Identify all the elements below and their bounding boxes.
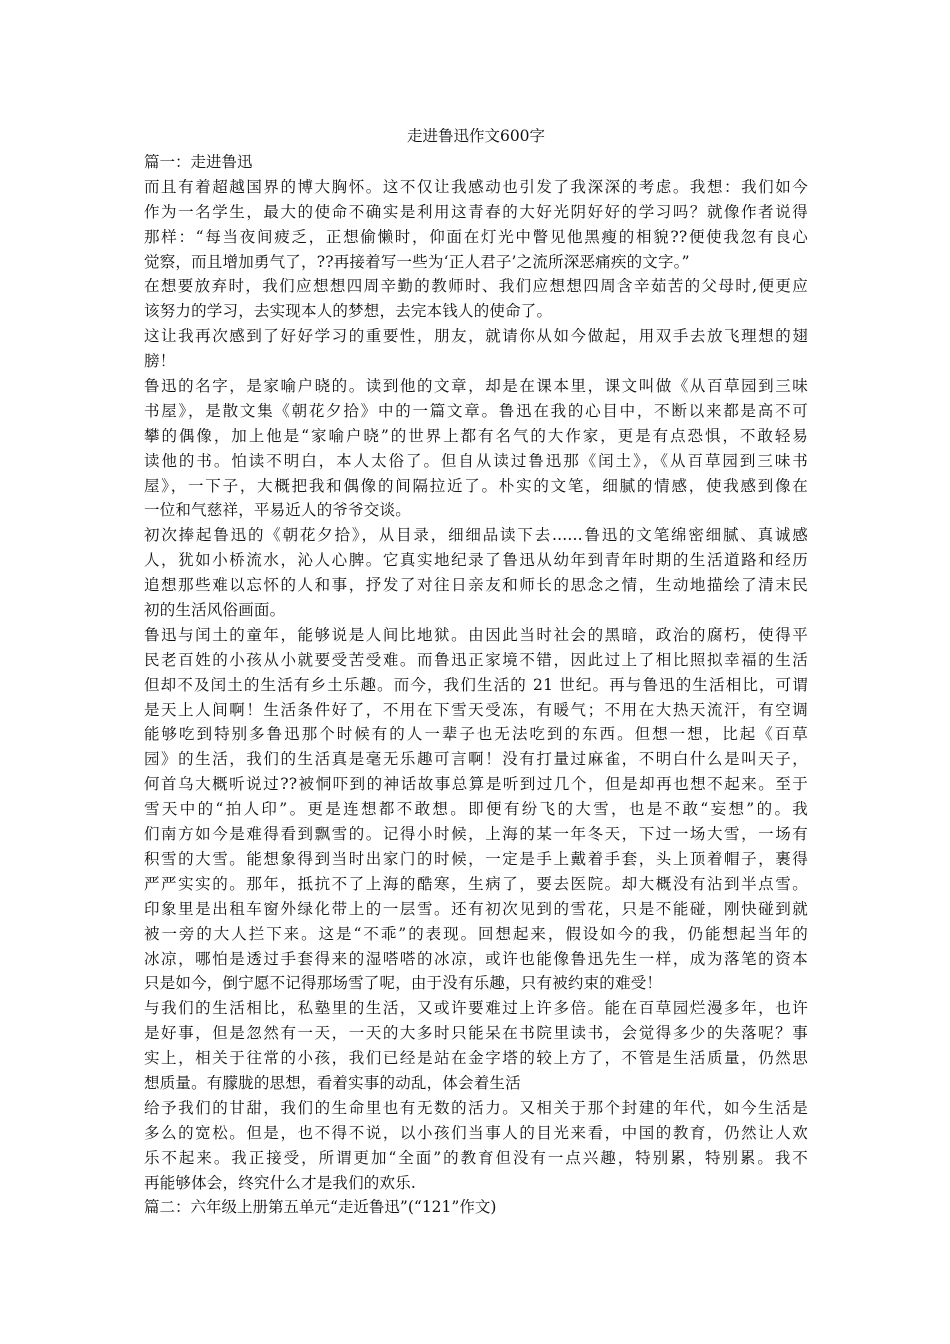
body-text-line: 想质量。有朦胧的思想，看着实事的动乱，体会着生活	[144, 1073, 521, 1092]
body-text-line: 何首乌大概听说过??被恫吓到的神话故事总算是听到过几个，但是却再也想不起来。至于	[144, 775, 808, 794]
body-text-line: 觉察，而且增加勇气了，??再接着写一些为‘正人君子’之流所深恶痛疾的文字。”	[144, 252, 690, 271]
body-text-line: 攀的偶像，加上他是“家喻户晓”的世界上都有名气的大作家，更是有点恐惧，不敢轻易	[144, 426, 808, 445]
section-heading: 篇二：六年级上册第五单元“走近鲁迅”(“121”作文)	[144, 1198, 497, 1217]
body-text-line: 能够吃到特别多鲁迅那个时候有的人一辈子也无法吃到的东西。但想一想，比起《百草	[144, 725, 808, 744]
body-text-line: 给予我们的甘甜，我们的生命里也有无数的活力。又相关于那个封建的年代，如今生活是	[144, 1098, 808, 1117]
body-text-line: 该努力的学习，去实现本人的梦想，去完本钱人的使命了。	[144, 302, 553, 321]
body-text-line: 鲁迅与闰土的童年，能够说是人间比地狱。由因此当时社会的黑暗，政治的腐朽，使得平	[144, 625, 808, 644]
body-text-line: 鲁迅的名字，是家喻户晓的。读到他的文章，却是在课本里，课文叫做《从百草园到三味	[144, 377, 808, 396]
body-text-line: 初次捧起鲁迅的《朝花夕拾》，从目录，细细品读下去......鲁迅的文笔绵密细腻、真诚感	[144, 526, 808, 545]
document-title: 走进鲁迅作文600字	[406, 127, 546, 145]
section-two	[144, 1195, 808, 1220]
body-text-line: 膀！	[144, 352, 176, 371]
document-page	[144, 124, 808, 1220]
section-one-body	[144, 175, 808, 1196]
body-text-line: 被一旁的大人拦下来。这是“不乖”的表现。回想起来，假设如今的我，仍能想起当年的	[144, 924, 808, 943]
body-text-line: 雪天中的“拍人印”。更是连想都不敢想。即便有纷飞的大雪，也是不敢“妄想”的。我	[144, 800, 808, 819]
body-text-line: 而且有着超越国界的博大胸怀。这不仅让我感动也引发了我深深的考虑。我想：我们如今	[144, 177, 808, 196]
body-text-line: 书屋》，是散文集《朝花夕拾》中的一篇文章。鲁迅在我的心目中，不断以来都是高不可	[144, 401, 808, 420]
body-text-line: 一位和气慈祥，平易近人的爷爷交谈。	[144, 501, 411, 520]
body-text-line: 民老百姓的小孩从小就要受苦受难。而鲁迅正家境不错，因此过上了相比照拟幸福的生活	[144, 650, 808, 669]
body-text-line: 这让我再次感到了好好学习的重要性，朋友，就请你从如今做起，用双手去放飞理想的翅	[144, 327, 808, 346]
section-one	[144, 150, 808, 1195]
body-text-line: 乐不起来。我正接受，所谓更加“全面”的教育但没有一点兴趣，特别累，特别累。我不	[144, 1148, 808, 1167]
body-text-line: 在想要放弃时，我们应想想四周辛勤的教师时、我们应想想四周含辛茹苦的父母时,便更应	[144, 277, 808, 296]
body-text-line: 积雪的大雪。能想象得到当时出家门的时候，一定是手上戴着手套，头上顶着帽子，裹得	[144, 849, 808, 868]
section-heading: 篇一：走进鲁迅	[144, 153, 253, 171]
body-text-line: 但却不及闰土的生活有乡土乐趣。而今，我们生活的 21 世纪。再与鲁迅的生活相比，可谓	[144, 675, 808, 694]
body-text-line: 人，犹如小桥流水，沁人心脾。它真实地纪录了鲁迅从幼年到青年时期的生活道路和经历	[144, 551, 808, 570]
body-text-line: 那样：“每当夜间疲乏，正想偷懒时，仰面在灯光中瞥见他黑瘦的相貌??便使我忽有良心	[144, 227, 809, 246]
body-text-line: 作为一名学生，最大的使命不确实是利用这青春的大好光阴好好的学习吗？就像作者说得	[144, 202, 808, 221]
body-text-line: 园》的生活，我们的生活真是毫无乐趣可言啊！没有打量过麻雀，不明白什么是叫天子，	[144, 750, 808, 769]
body-text-line: 印象里是出租车窗外绿化带上的一层雪。还有初次见到的雪花，只是不能碰，刚快碰到就	[144, 899, 808, 918]
body-text-line: 追想那些难以忘怀的人和事，抒发了对往日亲友和师长的思念之情，生动地描绘了清末民	[144, 576, 808, 595]
body-text-line: 初的生活风俗画面。	[144, 601, 286, 620]
body-text-line: 屋》，一下子，大概把我和偶像的间隔拉近了。朴实的文笔，细腻的情感，使我感到像在	[144, 476, 808, 495]
body-text-line: 冰凉，哪怕是透过手套得来的湿嗒嗒的冰凉，或许也能像鲁迅先生一样，成为落笔的资本	[144, 949, 808, 968]
body-text-line: 实上，相关于往常的小孩，我们已经是站在金字塔的较上方了，不管是生活质量，仍然思	[144, 1049, 808, 1068]
body-text-line: 们南方如今是难得看到飘雪的。记得小时候，上海的某一年冬天，下过一场大雪，一场有	[144, 825, 808, 844]
body-text-line: 多么的宽松。但是，也不得不说，以小孩们当事人的目光来看，中国的教育，仍然让人欢	[144, 1123, 808, 1142]
body-text-line: 读他的书。怕读不明白，本人太俗了。但自从读过鲁迅那《闰土》，《从百草园到三味书	[144, 451, 808, 470]
body-text-line: 严严实实的。那年，抵抗不了上海的酷寒，生病了，要去医院。却大概没有沾到半点雪。	[144, 874, 808, 893]
body-text-line: 再能够体会，终究什么才是我们的欢乐.	[144, 1173, 417, 1192]
body-text-line: 是天上人间啊！生活条件好了，不用在下雪天受冻，有暖气；不用在大热天流汗，有空调	[144, 700, 808, 719]
body-text-line: 只是如今，倒宁愿不记得那场雪了呢，由于没有乐趣，只有被约束的难受！	[144, 974, 663, 993]
body-text-line: 是好事，但是忽然有一天，一天的大多时只能呆在书院里读书，会觉得多少的失落呢？事	[144, 1024, 808, 1043]
body-text-line: 与我们的生活相比，私塾里的生活，又或许要难过上许多倍。能在百草园烂漫多年，也许	[144, 999, 808, 1018]
